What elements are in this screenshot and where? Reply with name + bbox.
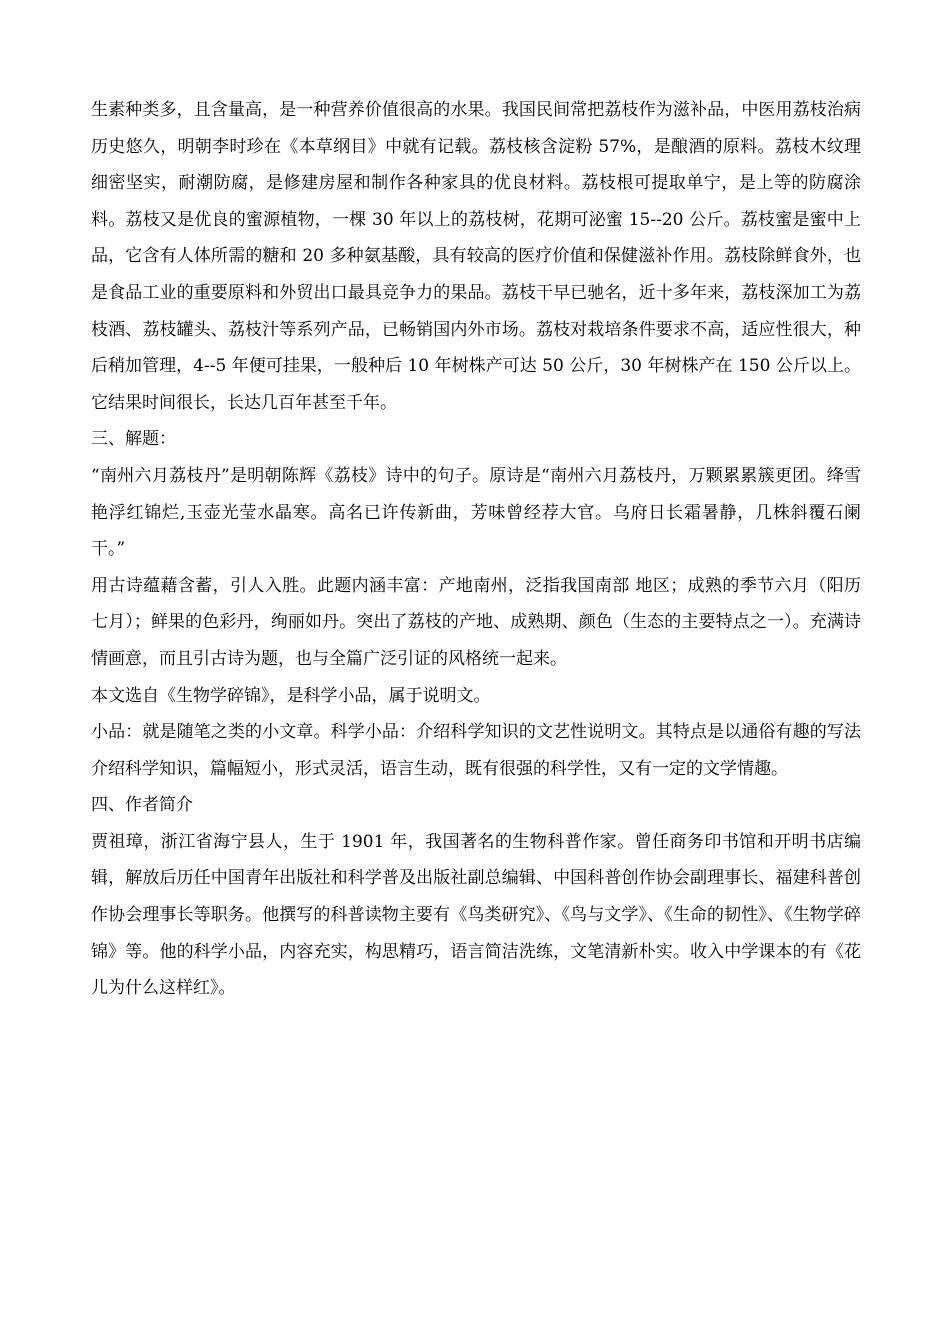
paragraph-poem-analysis: 用古诗蕴藉含蓄，引人入胜。此题内涵丰富：产地南州，泛指我国南部 地区；成熟的季节六月（阳历七月）；鲜果的色彩丹，绚丽如丹。突出了荔枝的产地、成熟期、颜色（生态的主要特点之一）。充满诗情画意，而且引古诗为题，也与全篇广泛引证的风格统一起来。 xyxy=(91,575,861,669)
paragraph-author-bio: 贾祖璋，浙江省海宁县人，生于 1901 年，我国著名的生物科普作家。曾任商务印书馆和开明书店编辑，解放后历任中国青年出版社和科学普及出版社副总编辑、中国科普创作协会副理事长、福建科普创作协会理事长等职务。他撰写的科普读物主要有《鸟类研究》、《鸟与文学》、《生命的韧性》、《生物学碎锦》等。他的科学小品，内容充实，构思精巧，语言简洁洗练，文笔清新朴实。收入中学课本的有《花儿为什么这样红》。 xyxy=(91,831,861,999)
document-page xyxy=(91,92,861,1007)
paragraph-essay-definition: 小品：就是随笔之类的小文章。科学小品：介绍科学知识的文艺性说明文。其特点是以通俗有趣的写法介绍科学知识，篇幅短小，形式灵活，语言生动，既有很强的科学性，又有一定的文学情趣。 xyxy=(91,722,861,779)
section-heading-author-intro: 四、作者简介 xyxy=(91,795,193,816)
paragraph-text-source: 本文选自《生物学碎锦》，是科学小品，属于说明文。 xyxy=(91,685,491,706)
paragraph-lychee-value: 生素种类多，且含量高，是一种营养价值很高的水果。我国民间常把荔枝作为滋补品，中医用荔枝治病历史悠久，明朝李时珍在《本草纲目》中就有记载。荔枝核含淀粉 57%，是酿酒的原料。荔枝木纹理细密坚实，耐潮防腐，是修建房屋和制作各种家具的优良材料。荔枝根可提取单宁，是上等的防腐涂料。荔枝又是优良的蜜源植物，一棵 30 年以上的荔枝树，花期可泌蜜 15--20 公斤。荔枝蜜是蜜中上品，它含有人体所需的糖和 20 多种氨基酸，具有较高的医疗价值和保健滋补作用。荔枝除鲜食外，也是食品工业的重要原料和外贸出口最具竞争力的果品。荔枝干早已驰名，近十多年来，荔枝深加工为荔枝酒、荔枝罐头、荔枝汁等系列产品，已畅销国内外市场。荔枝对栽培条件要求不高，适应性很大，种后稍加管理，4--5 年便可挂果，一般种后 10 年树株产可达 50 公斤，30 年树株产在 150 公斤以上。它结果时间很长，长达几百年甚至千年。 xyxy=(91,100,861,413)
section-heading-title-explanation: 三、解题： xyxy=(91,429,176,450)
paragraph-poem-source: “南州六月荔枝丹”是明朝陈辉《荔枝》诗中的句子。原诗是“南州六月荔枝丹，万颗累累簇更团。绛雪艳浮红锦烂,玉壶光莹水晶寒。高名已许传新曲，芳味曾经荐大官。乌府日长霜暑静，几株斜覆石阑干。” xyxy=(91,465,861,560)
